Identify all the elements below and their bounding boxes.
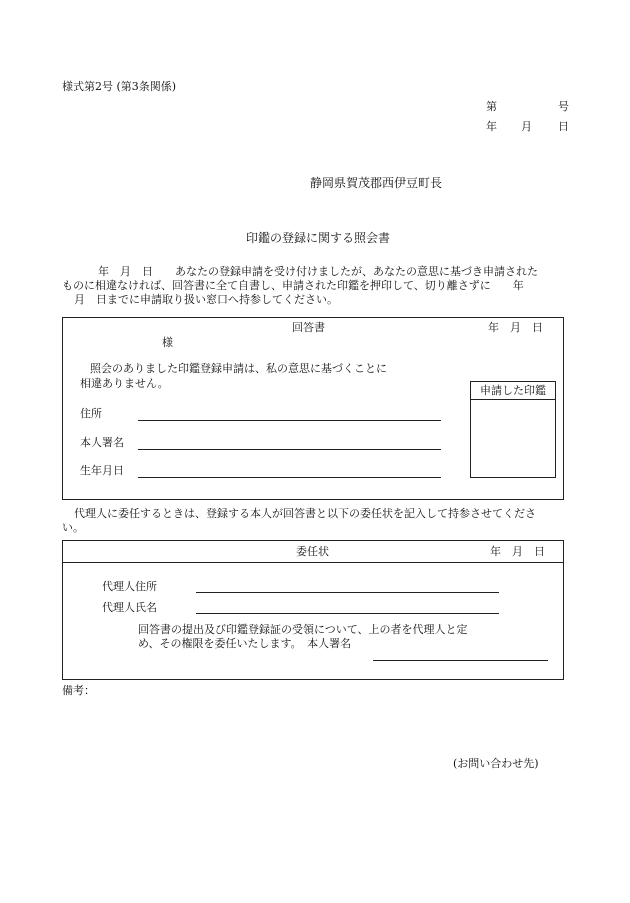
contact-label: (お問い合わせ先) <box>453 757 539 770</box>
form-number: 様式第2号 (第3条関係) <box>62 80 177 93</box>
delegation-date: 年 月 日 <box>490 545 545 558</box>
number-suffix: 号 <box>558 100 569 113</box>
document-title: 印鑑の登録に関する照会書 <box>246 231 391 245</box>
principal-signature-field[interactable] <box>373 660 548 661</box>
intro-line-3: 月 日までに申請取り扱い窓口へ持参してください。 <box>74 293 338 306</box>
reply-heading: 回答書 <box>292 321 325 334</box>
proxy-name-label: 代理人氏名 <box>102 601 157 614</box>
date-month: 月 <box>521 120 532 133</box>
birthdate-field[interactable] <box>138 477 441 478</box>
delegation-divider <box>62 562 564 563</box>
seal-box[interactable] <box>470 381 556 478</box>
proxy-address-label: 代理人住所 <box>102 580 157 593</box>
address-label: 住所 <box>80 407 102 420</box>
proxy-name-field[interactable] <box>196 613 499 614</box>
delegation-text-line-2: め、その権限を委任いたします。 本人署名 <box>138 637 352 650</box>
reply-statement-line-2: 相違ありません。 <box>80 377 169 390</box>
proxy-note-line-2: い。 <box>62 521 84 534</box>
address-field[interactable] <box>138 420 441 421</box>
proxy-note-line-1: 代理人に委任するときは、登録する本人が回答書と以下の委任状を記入して持参させてくださ <box>74 507 536 520</box>
delegation-heading: 委任状 <box>296 545 329 558</box>
proxy-address-field[interactable] <box>196 592 499 593</box>
reply-honorific: 様 <box>162 336 173 349</box>
intro-line-2: ものに相違なければ、回答書に全て自書し、申請された印鑑を押印して、切り離さずに 年 <box>62 279 524 292</box>
date-day: 日 <box>558 120 569 133</box>
number-prefix: 第 <box>486 100 497 113</box>
seal-label: 申請した印鑑 <box>471 382 555 400</box>
birthdate-label: 生年月日 <box>80 464 124 477</box>
signature-label: 本人署名 <box>80 436 124 449</box>
date-year: 年 <box>486 120 497 133</box>
signature-field[interactable] <box>138 449 441 450</box>
reply-date: 年 月 日 <box>488 321 543 334</box>
reply-statement-line-1: 照会のありました印鑑登録申請は、私の意思に基づくことに <box>90 362 387 375</box>
intro-line-1: 年 月 日 あなたの登録申請を受け付けましたが、あなたの意思に基づき申請された <box>98 265 538 278</box>
remarks-label: 備考： <box>62 684 95 697</box>
addressee: 静岡県賀茂郡西伊豆町長 <box>310 176 443 190</box>
delegation-text-line-1: 回答書の提出及び印鑑登録証の受領について、上の者を代理人と定 <box>138 623 468 636</box>
